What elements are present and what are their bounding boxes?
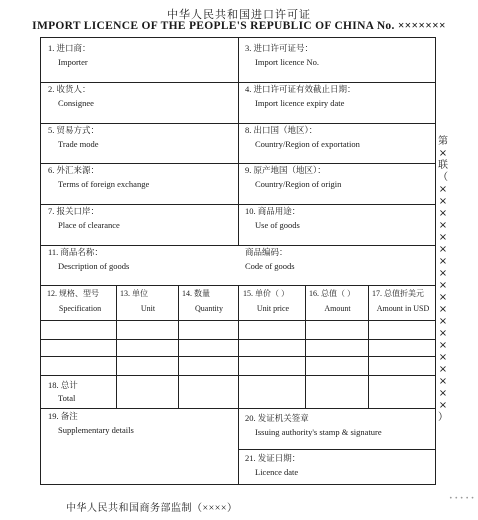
field-label-en: Importer <box>58 57 88 68</box>
field-foreign-exchange <box>48 165 149 191</box>
side-label-char: × <box>438 352 448 363</box>
side-label-char: × <box>438 316 448 327</box>
grid-line <box>41 123 435 124</box>
column-label-cn: 15. 单价（ ） <box>243 289 289 298</box>
field-label-en: Supplementary details <box>58 425 134 436</box>
field-total <box>48 380 78 405</box>
licence-form-grid <box>40 37 436 485</box>
form-title-chinese: 中华人民共和国进口许可证 <box>167 9 311 21</box>
field-issuing-authority <box>245 413 382 439</box>
side-label-char: × <box>438 364 448 375</box>
field-code-goods <box>245 247 295 273</box>
field-expiry-date <box>245 84 356 110</box>
side-label-char: × <box>438 388 448 399</box>
field-label-cn: 19. 备注 <box>48 411 78 421</box>
side-label-char: 联 <box>438 160 448 171</box>
column-label-en: Unit price <box>256 303 290 313</box>
grid-line <box>116 285 117 408</box>
side-label-char: （ <box>438 172 448 183</box>
column-label-cn: 16. 总值（ ） <box>309 289 355 298</box>
grid-line <box>41 245 435 246</box>
field-label-cn: 5. 贸易方式： <box>48 125 100 135</box>
side-label-char: × <box>438 148 448 159</box>
side-label-char: × <box>438 292 448 303</box>
field-label-en: Place of clearance <box>58 220 120 231</box>
column-header-amount-usd <box>372 289 434 315</box>
field-label-cn: 1. 进口商： <box>48 43 91 53</box>
column-header-specification <box>47 289 113 315</box>
grid-line <box>41 204 435 205</box>
side-label-char: × <box>438 304 448 315</box>
field-country-exportation <box>245 125 360 151</box>
field-label-cn: 6. 外汇来源： <box>48 165 100 175</box>
side-label-char: × <box>438 280 448 291</box>
field-place-clearance <box>48 206 120 232</box>
field-label-en: Description of goods <box>58 261 130 272</box>
field-label-cn: 9. 原产地国（地区）： <box>245 165 326 175</box>
form-title-english: IMPORT LICENCE OF THE PEOPLE'S REPUBLIC OF CHINA No. ××××××× <box>32 20 446 32</box>
column-header-amount <box>309 289 366 315</box>
grid-line <box>178 285 179 408</box>
field-label-cn: 11. 商品名称： <box>48 247 103 257</box>
copy-number-label <box>436 136 450 424</box>
column-label-en: Amount <box>324 303 351 313</box>
field-label-cn: 18. 总计 <box>48 380 78 390</box>
field-label-cn: 商品编码： <box>245 247 288 257</box>
field-consignee <box>48 84 94 110</box>
field-label-en: Total <box>58 393 76 404</box>
side-label-char: × <box>438 232 448 243</box>
field-label-en: Import licence expiry date <box>255 98 345 109</box>
side-label-char: × <box>438 244 448 255</box>
field-label-en: Consignee <box>58 98 94 109</box>
column-label-en: Quantity <box>195 303 223 313</box>
field-label-en: Import licence No. <box>255 57 319 68</box>
grid-line <box>305 285 306 408</box>
field-label-en: Use of goods <box>255 220 300 231</box>
footer-supervision: 中华人民共和国商务部监制（××××） <box>66 503 238 514</box>
field-licence-date <box>245 453 300 479</box>
side-label-char: × <box>438 268 448 279</box>
field-label-cn: 4. 进口许可证有效截止日期： <box>245 84 356 94</box>
field-label-en: Licence date <box>255 467 299 478</box>
side-label-char: × <box>438 340 448 351</box>
field-label-en: Country/Region of origin <box>255 179 342 190</box>
field-supplementary-details <box>48 411 134 437</box>
field-label-cn: 20. 发证机关签章 <box>245 413 309 423</box>
grid-line <box>238 285 239 485</box>
side-label-char: × <box>438 400 448 411</box>
side-label-char: × <box>438 256 448 267</box>
side-label-char: × <box>438 376 448 387</box>
column-label-en: Specification <box>58 303 102 313</box>
grid-line <box>41 163 435 164</box>
field-label-en: Country/Region of exportation <box>255 139 360 150</box>
field-label-en: Terms of foreign exchange <box>58 179 150 190</box>
column-label-cn: 17. 总值折美元 <box>372 289 424 298</box>
field-label-cn: 7. 报关口岸： <box>48 206 100 216</box>
field-label-en: Issuing authority's stamp & signature <box>255 427 382 438</box>
field-label-cn: 8. 出口国（地区）： <box>245 125 318 135</box>
field-use-of-goods <box>245 206 300 232</box>
grid-line <box>368 285 369 408</box>
field-label-en: Trade mode <box>58 139 99 150</box>
column-label-en: Amount in USD <box>376 303 430 313</box>
field-label-en: Code of goods <box>245 261 295 272</box>
field-description-goods <box>48 247 129 273</box>
column-label-cn: 13. 单位 <box>120 289 148 298</box>
grid-line <box>238 449 435 450</box>
grid-line <box>238 38 239 245</box>
side-label-char: × <box>438 196 448 207</box>
grid-line <box>41 82 435 83</box>
field-label-cn: 3. 进口许可证号： <box>245 43 314 53</box>
corner-mark: • • • • • <box>449 495 475 502</box>
side-label-char: × <box>438 184 448 195</box>
field-trade-mode <box>48 125 99 151</box>
field-country-origin <box>245 165 341 191</box>
field-label-cn: 2. 收货人： <box>48 84 91 94</box>
column-label-cn: 14. 数量 <box>182 289 210 298</box>
field-importer <box>48 43 91 69</box>
side-label-char: × <box>438 208 448 219</box>
side-label-char: 第 <box>438 136 448 147</box>
field-label-cn: 21. 发证日期： <box>245 453 301 463</box>
side-label-char: × <box>438 220 448 231</box>
side-label-char: × <box>438 328 448 339</box>
column-label-en: Unit <box>140 303 156 313</box>
column-header-quantity <box>182 289 236 315</box>
column-label-cn: 12. 规格、型号 <box>47 289 99 298</box>
side-label-char: ） <box>438 412 448 423</box>
column-header-unit-price <box>243 289 303 315</box>
field-licence-number <box>245 43 319 69</box>
column-header-unit <box>120 289 176 315</box>
field-label-cn: 10. 商品用途： <box>245 206 301 216</box>
